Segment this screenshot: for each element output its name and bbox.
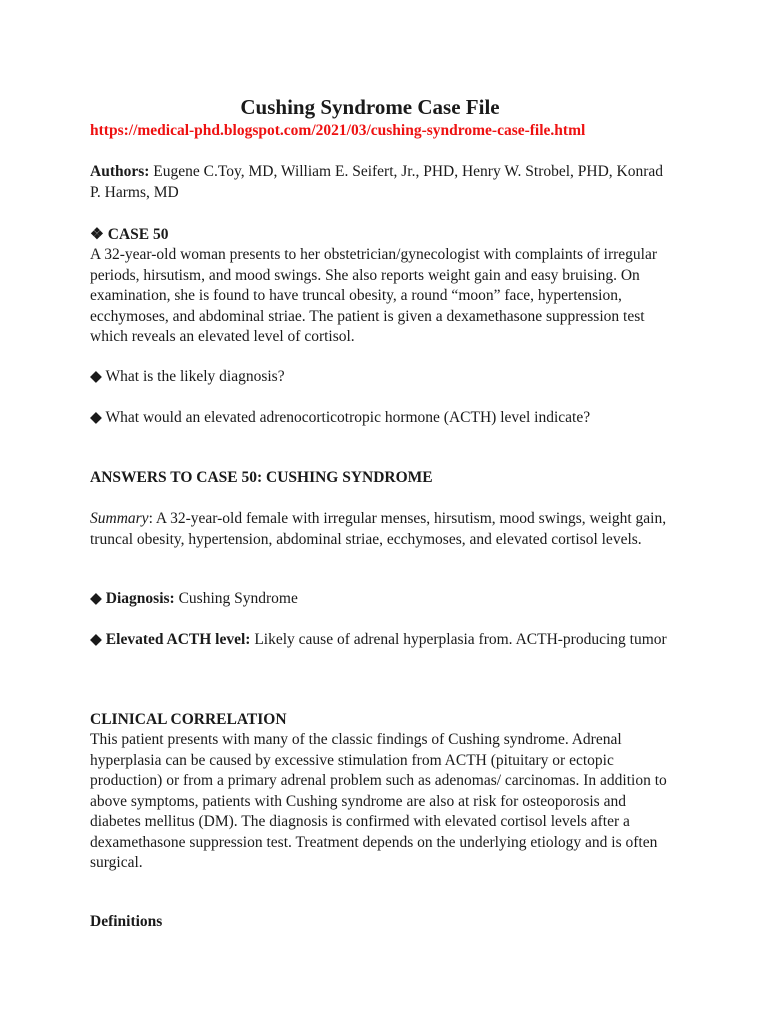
authors-label: Authors: [90, 163, 150, 180]
acth-label: Elevated ACTH level: [105, 631, 251, 648]
diagnosis-label: Diagnosis: [105, 590, 175, 607]
case-heading: ❖ CASE 50 [90, 226, 169, 243]
acth-answer [90, 630, 670, 651]
clinical-correlation-heading: CLINICAL CORRELATION [90, 711, 287, 728]
answers-heading: ANSWERS TO CASE 50: CUSHING SYNDROME [90, 469, 433, 486]
case-question-diagnosis: ◆ What is the likely diagnosis? [90, 368, 285, 385]
case-description: A 32-year-old woman presents to her obstetrician/gynecologist with complaints of irregular periods, hirsutism, and mood swings. She also reports weight gain and easy bruising. On examination, she is found to have truncal obesity, a round “moon” face, hypertension, ecchymoses, and abdominal striae. The patient is given a dexamethasone suppression test which reveals an elevated level of cortisol. [90, 246, 658, 345]
authors-names: Eugene C.Toy, MD, William E. Seifert, Jr., PHD, Henry W. Strobel, PHD, Konrad P. Harms, MD [90, 163, 664, 201]
summary-label: Summary [90, 510, 149, 527]
case-question-acth: ◆ What would an elevated adrenocorticotropic hormone (ACTH) level indicate? [90, 409, 591, 426]
acth-bullet: ◆ [90, 631, 106, 648]
diagnosis-text: Cushing Syndrome [174, 590, 298, 607]
diagnosis-bullet: ◆ [90, 590, 106, 607]
clinical-correlation-text: This patient presents with many of the classic findings of Cushing syndrome. Adrenal hyperplasia can be caused by excessive stimulation from ACTH (pituitary or ectopic production) or from a primary adrenal problem such as adenomas/ carcinomas. In addition to above symptoms, patients with Cushing syndrome are also at risk for osteoporosis and diabetes mellitus (DM). The diagnosis is confirmed with elevated cortisol levels after a dexamethasone suppression test. Treatment depends on the underlying etiology and is often surgical. [90, 731, 667, 871]
summary-text: : A 32-year-old female with irregular menses, hirsutism, mood swings, weight gain, truncal obesity, hypertension, abdominal striae, ecchymoses, and elevated cortisol levels. [90, 510, 667, 548]
authors-paragraph [90, 162, 670, 203]
definitions-heading: Definitions [90, 913, 163, 930]
acth-text: Likely cause of adrenal hyperplasia from. ACTH-producing tumor [250, 631, 667, 648]
document-title: Cushing Syndrome Case File [240, 95, 500, 119]
source-url-link[interactable]: https://medical-phd.blogspot.com/2021/03/cushing-syndrome-case-file.html [90, 122, 586, 139]
diagnosis-answer [90, 589, 670, 610]
summary-paragraph [90, 509, 670, 550]
